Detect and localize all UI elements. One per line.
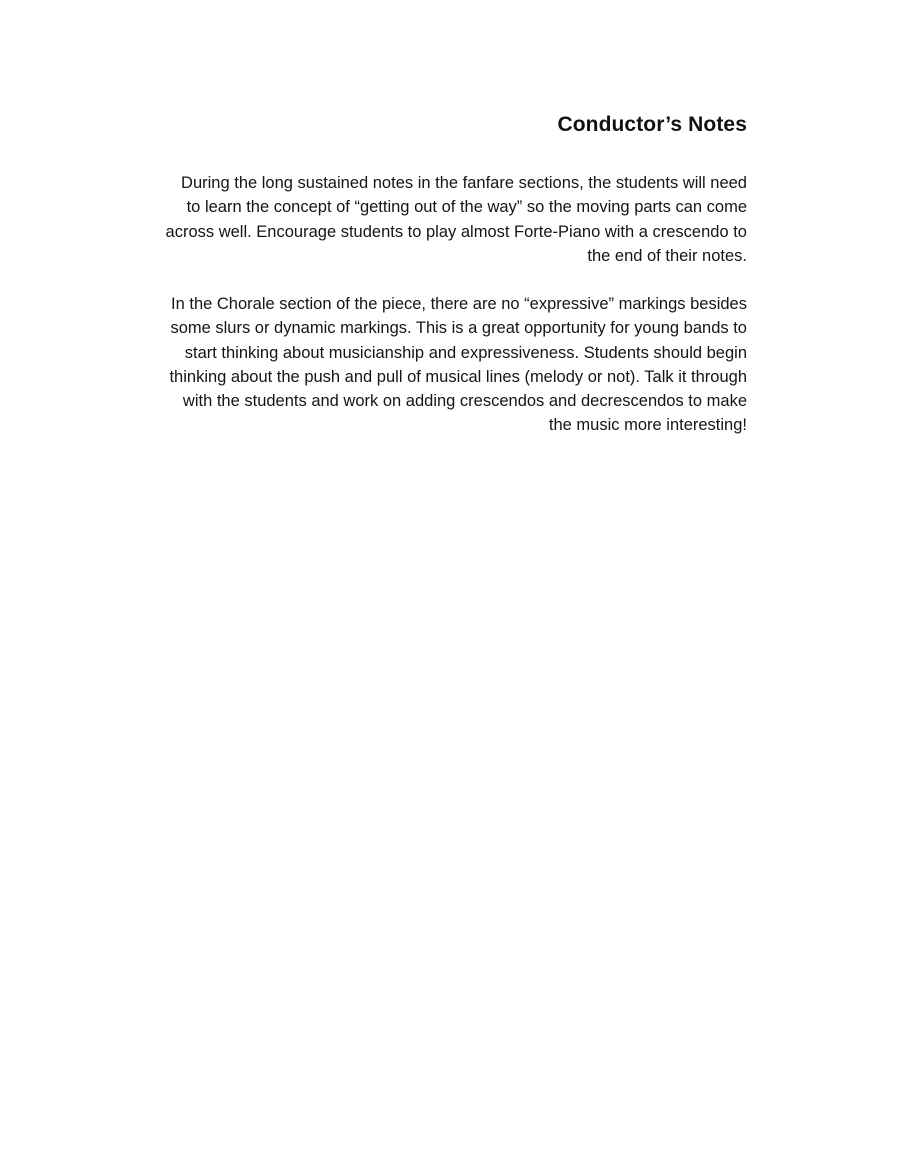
paragraph-line: the end of their notes. [587, 246, 747, 265]
paragraph-line: During the long sustained notes in the fanfare sections, the students will need [181, 174, 747, 192]
paragraph-fanfare-notes [140, 171, 747, 268]
paragraph-line: some slurs or dynamic markings. This is a great opportunity for young bands to [170, 319, 747, 338]
paragraph-line: thinking about the push and pull of musical lines (melody or not). Talk it through [169, 367, 747, 386]
paragraph-line: to learn the concept of “getting out of the way” so the moving parts can come [186, 198, 747, 217]
paragraph-line: across well. Encourage students to play almost Forte-Piano with a crescendo to [165, 222, 747, 241]
paragraph-line: with the students and work on adding crescendos and decrescendos to make [182, 392, 747, 411]
paragraph-line: the music more interesting! [548, 416, 747, 435]
page-title: Conductor’s Notes [557, 113, 747, 136]
paragraph-line: In the Chorale section of the piece, there are no “expressive” markings besides [171, 295, 747, 313]
paragraph-line: start thinking about musicianship and expressiveness. Students should begin [184, 343, 747, 362]
paragraph-chorale-notes [140, 292, 747, 438]
